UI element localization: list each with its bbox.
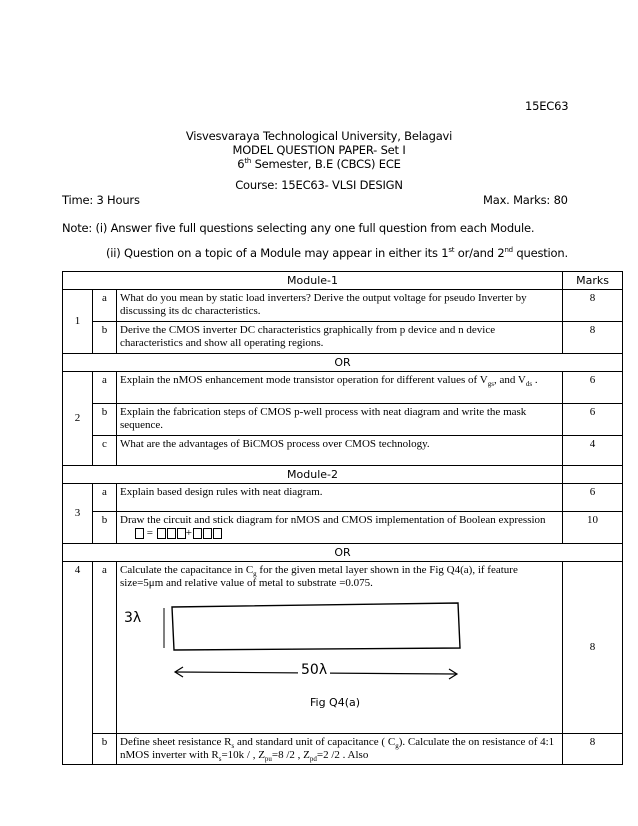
missing-glyph-box [177,528,186,539]
question-row [63,290,623,322]
question-text [117,562,563,734]
boolean-expression [134,527,222,539]
question-row [63,734,623,765]
q4a-text [120,564,559,590]
or-separator: OR [63,544,623,562]
question-number: 4 [63,562,93,765]
q2a-text-1: Explain the nMOS enhancement mode transistor operation for different values of V [120,374,488,386]
subquestion-label: a [93,290,117,322]
figure-caption: Fig Q4(a) [310,696,361,709]
q4a-subscript: g [253,570,257,579]
paper-title: MODEL QUESTION PAPER- Set I [232,143,406,157]
question-text: Explain the fabrication steps of CMOS p-well process with neat diagram and write the mask sequence. [117,404,563,436]
question-number: 2 [63,372,93,466]
question-row [63,404,623,436]
question-text: Explain based design rules with neat diagram. [117,484,563,512]
metal-layer-rect [172,603,460,650]
question-text: What do you mean by static load inverters? Derive the output voltage for pseudo Inverter by discussing its dc characteristics. [117,290,563,322]
q4b-text-1: Define sheet resistance R [120,736,232,748]
paper-code: 15EC63 [525,99,569,113]
semester-number: 6 [237,157,245,171]
question-text [117,734,563,765]
question-number: 3 [63,484,93,544]
q4b-text-2: and standard unit of capacitance ( C [234,736,396,748]
question-text: What are the advantages of BiCMOS process over CMOS technology. [117,436,563,466]
question-row [63,484,623,512]
q4b-text-4: =10k / , Z [221,749,265,761]
question-marks: 6 [563,484,623,512]
q2a-text-3: . [532,374,538,386]
subquestion-label: c [93,436,117,466]
or-row [63,544,623,562]
exam-time: Time: 3 Hours [62,193,140,207]
q4a-text-1: Calculate the capacitance in C [120,564,254,576]
module-2-heading: Module-2 [63,466,563,484]
q2a-subscript-1: gs [487,380,494,389]
question-marks: 8 [563,734,623,765]
figure-q4a [120,596,559,714]
q4b-sub-4: pu [264,755,272,764]
subquestion-label: a [93,484,117,512]
question-table [62,271,623,765]
question-marks: 8 [563,562,623,734]
question-number: 1 [63,290,93,354]
missing-glyph-box [157,528,166,539]
metal-layer-figure [120,596,560,696]
module-1-heading: Module-1 [63,272,563,290]
semester-superscript: th [244,157,252,166]
question-marks: 4 [563,436,623,466]
q4b-sub-5: pd [309,755,317,764]
question-row [63,512,623,544]
question-marks: 10 [563,512,623,544]
q4b-text-3: ). Calculate the on resistance of 4:1 nMOS inverter with R [120,736,555,761]
missing-glyph-box [167,528,176,539]
question-row [63,436,623,466]
marks-header: Marks [563,272,623,290]
module-2-header-row [63,466,623,484]
subquestion-label: a [93,562,117,734]
or-row [63,354,623,372]
module-1-header-row [63,272,623,290]
module-2-marks-blank [563,466,623,484]
question-row [63,372,623,404]
missing-glyph-box [203,528,212,539]
q4a-text-2: for the given metal layer shown in the Fig Q4(a), if feature size=5μm and relative value of metal to substrate =0.075. [120,564,518,589]
missing-glyph-box [213,528,222,539]
note-line-2 [106,246,568,260]
q3b-text: Draw the circuit and stick diagram for nMOS and CMOS implementation of Boolean expression [120,514,546,526]
note-2-text-c: question. [512,246,568,260]
q2a-subscript-2: ds [525,380,533,389]
question-marks: 8 [563,322,623,354]
note-2-sup-1: st [448,246,455,255]
q4b-text-5: =8 /2 , Z [271,749,310,761]
missing-glyph-box [193,528,202,539]
semester-text: Semester, B.E (CBCS) ECE [251,157,401,171]
subquestion-label: b [93,512,117,544]
q4b-sub-3: s [218,755,222,764]
subquestion-label: b [93,322,117,354]
missing-glyph-box [135,528,144,539]
question-row [63,322,623,354]
max-marks: Max. Marks: 80 [483,193,568,207]
question-row [63,562,623,734]
course-title: Course: 15EC63- VLSI DESIGN [235,178,403,192]
height-label: 3λ [124,610,142,626]
q4b-sub-2: g [395,742,399,751]
q2a-text-2: , and V [493,374,526,386]
note-2-sup-2: nd [504,246,513,255]
note-2-text-a: (ii) Question on a topic of a Module may appear in either its 1 [106,246,449,260]
width-label: 50λ [298,664,330,677]
q4b-sub-1: s [231,742,235,751]
equals-sign: = [146,527,153,539]
question-text: Derive the CMOS inverter DC characteristics graphically from p device and n device characteristics and show all operating regions. [117,322,563,354]
subquestion-label: b [93,734,117,765]
question-text [117,512,563,544]
note-line-1: Note: (i) Answer five full questions selecting any one full question from each Module. [62,221,535,235]
q4b-text-6: =2 /2 . Also [316,749,369,761]
university-name: Visvesvaraya Technological University, Belagavi [185,129,453,143]
plus-sign: + [185,527,192,539]
question-marks: 6 [563,404,623,436]
or-separator: OR [63,354,623,372]
note-2-text-b: or/and 2 [454,246,505,260]
question-text [117,372,563,404]
semester-line [0,157,638,171]
subquestion-label: a [93,372,117,404]
subquestion-label: b [93,404,117,436]
question-marks: 6 [563,372,623,404]
question-marks: 8 [563,290,623,322]
